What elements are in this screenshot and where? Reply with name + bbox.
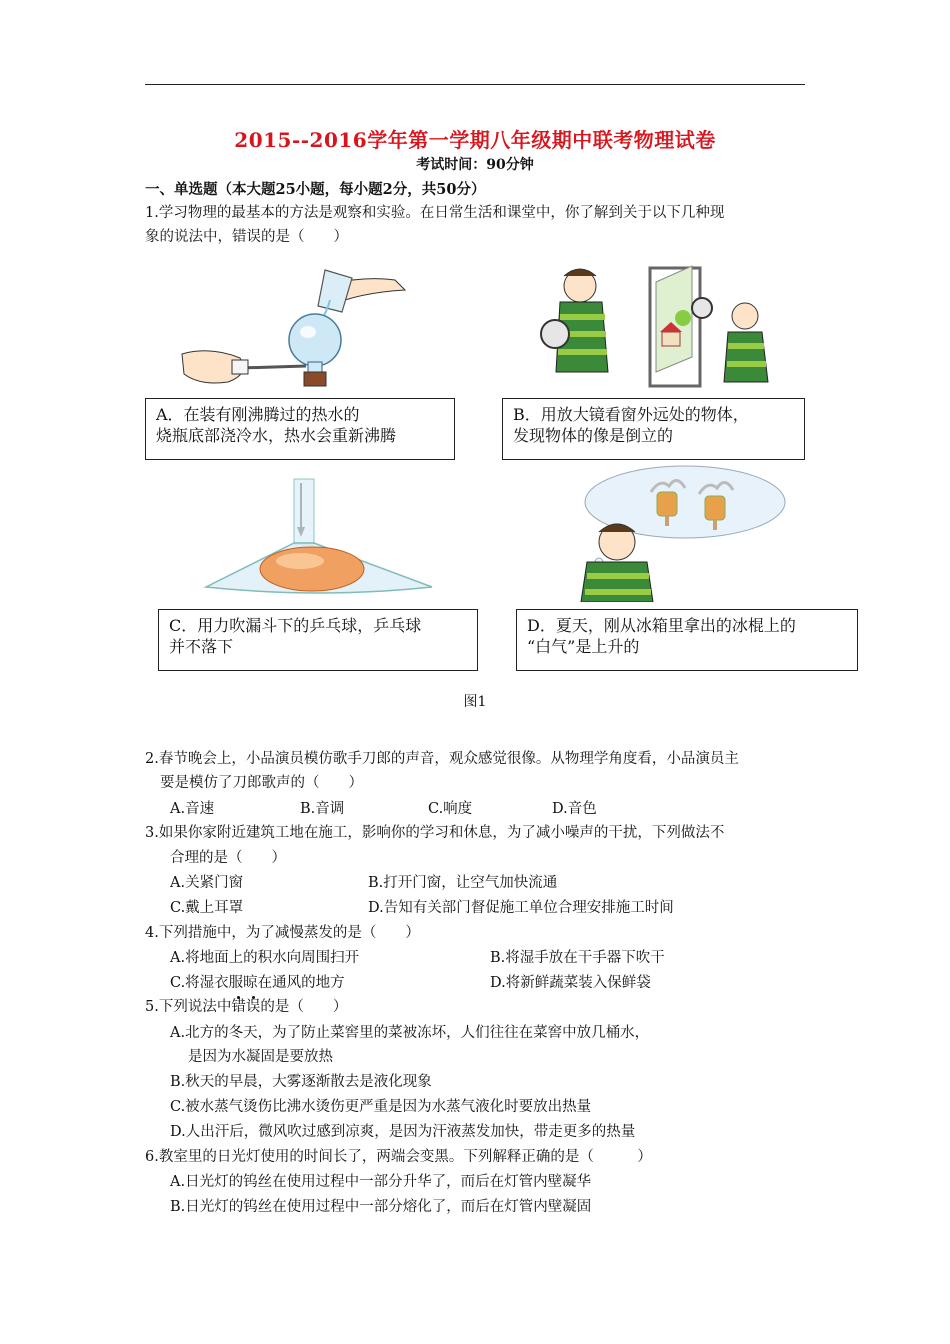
q1-stem-line2: 象的说法中，错误的是（ ） (145, 229, 348, 245)
q5-option-a-line1: A.北方的冬天，为了防止菜窖里的菜被冻坏，人们往往在菜窖中放几桶水， (170, 1025, 650, 1041)
funnel-illustration (200, 475, 440, 600)
option-a-line1: A．在装有刚沸腾过的热水的 (156, 405, 360, 424)
q4-option-a: A.将地面上的积水向周围扫开 (170, 950, 360, 966)
q3-stem-line1: 3.如果你家附近建筑工地在施工，影响你的学习和休息，为了减小噪声的干扰，下列做法不 (145, 825, 725, 841)
q4-option-b: B.将湿手放在干手器下吹干 (490, 950, 665, 966)
q3-option-d: D.告知有关部门督促施工单位合理安排施工时间 (368, 900, 674, 916)
q5-option-d: D.人出汗后，微风吹过感到凉爽，是因为汗液蒸发加快，带走更多的热量 (170, 1124, 636, 1140)
q4-option-d: D.将新鲜蔬菜装入保鲜袋 (490, 975, 651, 991)
flask-illustration (180, 262, 420, 394)
q5-stem-post: 的是（ ） (260, 999, 348, 1015)
option-b-line2: 发现物体的像是倒立的 (513, 426, 674, 445)
q5-option-b: B.秋天的早晨，大雾逐渐散去是液化现象 (170, 1074, 432, 1090)
option-a-line2: 烧瓶底部浇冷水，热水会重新沸腾 (156, 426, 397, 445)
q6-option-a: A.日光灯的钨丝在使用过程中一部分升华了，而后在灯管内壁凝华 (170, 1174, 592, 1190)
q6-option-b: B.日光灯的钨丝在使用过程中一部分熔化了，而后在灯管内壁凝固 (170, 1199, 592, 1215)
option-c-box (158, 609, 478, 671)
exam-duration: 考试时间：90分钟 (416, 157, 534, 173)
option-d-line1: D．夏天，刚从冰箱里拿出的冰棍上的 (527, 616, 796, 635)
option-b-box (502, 398, 805, 460)
figure-caption: 图1 (463, 694, 487, 710)
q3-option-a: A.关紧门窗 (170, 875, 244, 891)
option-b-line1: B．用放大镜看窗外远处的物体， (513, 405, 749, 424)
q3-option-c: C.戴上耳罩 (170, 900, 244, 916)
q2-option-d: D.音色 (552, 801, 597, 817)
q3-stem-line2: 合理的是（ ） (170, 850, 286, 866)
option-c-line1: C．用力吹漏斗下的乒乓球，乒乓球 (169, 616, 422, 635)
option-d-line2: “白气”是上升的 (527, 637, 640, 656)
q5-stem-pre: 5.下列说法中 (145, 999, 232, 1015)
q5-emphasis-1: 错 (231, 999, 246, 1015)
q3-option-b: B.打开门窗，让空气加快流通 (368, 875, 558, 891)
q2-stem-line1: 2.春节晚会上，小品演员模仿歌手刀郎的声音，观众感觉很像。从物理学角度看，小品演员主 (145, 751, 739, 767)
q4-stem: 4.下列措施中，为了减慢蒸发的是（ ） (145, 925, 420, 941)
exam-title: 2015--2016学年第一学期八年级期中联考物理试卷 (234, 128, 716, 152)
q5-emphasis-2: 误 (245, 999, 261, 1015)
q2-option-b: B.音调 (300, 801, 345, 817)
magnifier-illustration (530, 262, 780, 394)
option-a-box (145, 398, 455, 460)
q2-option-c: C.响度 (428, 801, 473, 817)
q2-stem-line2: 要是模仿了刀郎歌声的（ ） (160, 775, 363, 791)
q4-option-c: C.将湿衣服晾在通风的地方 (170, 975, 345, 991)
q5-option-c: C.被水蒸气烫伤比沸水烫伤更严重是因为水蒸气液化时要放出热量 (170, 1099, 592, 1115)
option-d-box (516, 609, 858, 671)
q6-stem: 6.教室里的日光灯使用的时间长了，两端会变黑。下列解释正确的是（ ） (145, 1149, 652, 1165)
q5-option-a-line2: 是因为水凝固是要放热 (188, 1049, 333, 1065)
q1-stem-line1: 1.学习物理的最基本的方法是观察和实验。在日常生活和课堂中，你了解到关于以下几种现 (145, 205, 725, 221)
section-heading: 一、单选题（本大题25小题，每小题2分，共50分） (145, 181, 486, 198)
header-rule (145, 84, 805, 85)
popsicle-illustration (565, 462, 805, 602)
option-c-line2: 并不落下 (169, 637, 234, 656)
q2-option-a: A.音速 (170, 801, 215, 817)
q5-stem (145, 995, 347, 1019)
